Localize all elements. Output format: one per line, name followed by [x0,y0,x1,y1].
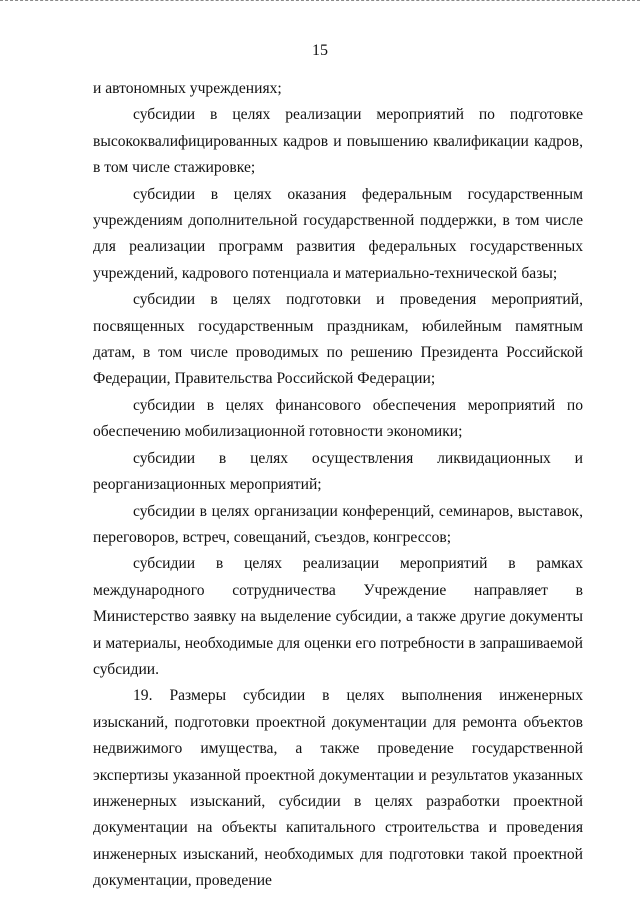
paragraph: субсидии в целях осуществления ликвидационных и реорганизационных мероприятий; [93,449,583,494]
paragraph: субсидии в целях организации конференций, семинаров, выставок, переговоров, встреч, совещаний, съездов, конгрессов; [93,502,583,546]
paragraph: субсидии в целях финансового обеспечения мероприятий по обеспечению мобилизационной готовности экономики; [93,396,583,441]
paragraph: субсидии в целях реализации мероприятий в рамках международного сотрудничества Учреждение направляет в Министерство заявку на выделение субсидии, а также другие документы и материалы, необходимые для оценки его потребности в запрашиваемой субсидии. [93,555,583,678]
paragraph: субсидии в целях подготовки и проведения мероприятий, посвященных государственным праздникам, юбилейным памятным датам, в том числе проводимых по решению Президента Российской Федерации, Правительства Российской Федерации; [93,291,583,388]
paragraph: и автономных учреждениях; [93,80,282,97]
document-body [93,76,583,895]
page-number: 15 [312,42,328,59]
paragraph: 19. Размеры субсидии в целях выполнения инженерных изысканий, подготовки проектной документации для ремонта объектов недвижимого имущества, а также проведение государственной экспертизы указанной проектной документации и результатов указанных инженерных изысканий, субсидии в целях разработки проектной документации на объекты капитального строительства и проведения инженерных изысканий, необходимых для подготовки такой проектной документации, проведение [93,687,583,890]
paragraph: субсидии в целях оказания федеральным государственным учреждениям дополнительной государственной поддержки, в том числе для реализации программ развития федеральных государственных учреждений, кадрового потенциала и материально-технической базы; [93,185,583,282]
paragraph: субсидии в целях реализации мероприятий по подготовке высококвалифицированных кадров и повышению квалификации кадров, в том числе стажировке; [93,106,583,177]
scan-top-edge [0,0,640,3]
